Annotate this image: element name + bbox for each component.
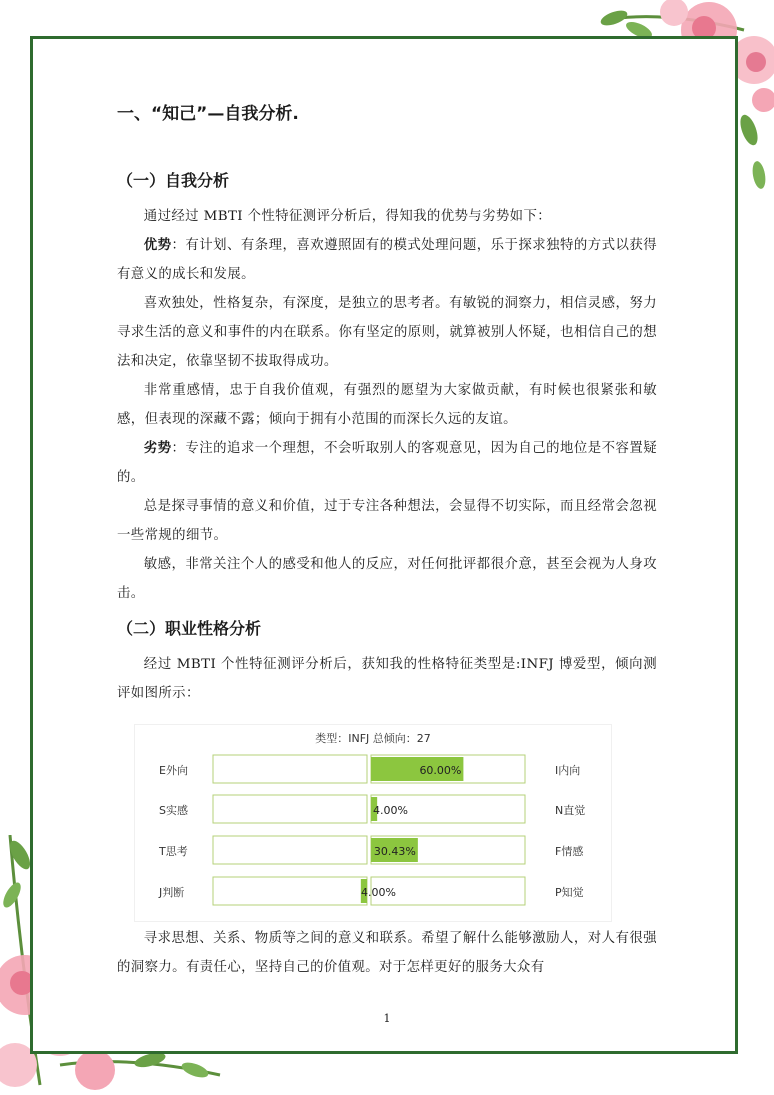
paragraph: 总是探寻事情的意义和价值，过于专注各种想法，会显得不切实际，而且经常会忽视一些常规的细节。 xyxy=(117,499,657,543)
chart-left-label: E外向 xyxy=(159,764,188,777)
chart-box-left xyxy=(213,755,367,783)
paragraph-weakness xyxy=(117,434,657,492)
paragraph-intro: 通过经过 MBTI 个性特征测评分析后，得知我的优势与劣势如下： xyxy=(143,209,552,224)
chart-value-label: 4.00% xyxy=(361,886,396,899)
document-body-continued xyxy=(117,924,657,982)
paragraph-after-chart: 寻求思想、关系、物质等之间的意义和联系。希望了解什么能够激励人，对人有很强的洞察力。有责任心，坚持自己的价值观。对于怎样更好的服务大众有 xyxy=(117,931,657,975)
section-title-self-analysis: （一）自我分析 xyxy=(117,171,230,190)
chart-right-label: I内向 xyxy=(555,764,581,777)
chart-value-label: 30.43% xyxy=(373,845,416,858)
paragraph-mbti-intro: 经过 MBTI 个性特征测评分析后，获知我的性格特征类型是:INFJ 博爱型，倾向测评如图所示： xyxy=(117,657,657,701)
paragraph: 敏感，非常关注个人的感受和他人的反应，对任何批评都很介意，甚至会视为人身攻击。 xyxy=(117,557,657,601)
chart-left-label: T思考 xyxy=(159,845,188,858)
paragraph: 喜欢独处，性格复杂，有深度，是独立的思考者。有敏锐的洞察力，相信灵感，努力寻求生活的意义和事件的内在联系。你有坚定的原则，就算被别人怀疑，也相信自己的想法和决定，依靠坚韧不拔取得成功。 xyxy=(117,296,657,369)
chart-box-left xyxy=(213,877,367,905)
weakness-text: ：专注的追求一个理想，不会听取别人的客观意见，因为自己的地位是不容置疑的。 xyxy=(117,441,657,485)
chart-left-label: J判断 xyxy=(159,886,185,899)
chart-box-left xyxy=(213,836,367,864)
section-title-career-personality: （二）职业性格分析 xyxy=(117,619,262,638)
chart-right-label: F情感 xyxy=(555,845,584,858)
strength-text: ：有计划、有条理，喜欢遵照固有的模式处理问题，乐于探求独特的方式以获得有意义的成长和发展。 xyxy=(117,238,657,282)
chart-title: 类型：INFJ 总倾向：27 xyxy=(315,732,431,745)
paragraph: 非常重感情，忠于自我价值观，有强烈的愿望为大家做贡献，有时候也很紧张和敏感，但表现的深藏不露；倾向于拥有小范围的而深长久远的友谊。 xyxy=(117,383,657,427)
mbti-chart-svg xyxy=(135,725,611,921)
document-body xyxy=(117,100,657,708)
page-heading: 一、“知己”—自我分析. xyxy=(117,104,299,124)
mbti-chart xyxy=(134,724,612,922)
strength-label: 优势 xyxy=(143,238,172,253)
chart-value-label: 4.00% xyxy=(373,804,408,817)
weakness-label: 劣势 xyxy=(143,441,172,456)
chart-value-label: 60.00% xyxy=(419,764,462,777)
chart-right-label: P知觉 xyxy=(555,886,584,899)
chart-right-label: N直觉 xyxy=(555,804,586,817)
paragraph-strength xyxy=(117,231,657,289)
chart-left-label: S实感 xyxy=(159,804,188,817)
page-number: 1 xyxy=(383,1012,391,1025)
chart-box-left xyxy=(213,795,367,823)
